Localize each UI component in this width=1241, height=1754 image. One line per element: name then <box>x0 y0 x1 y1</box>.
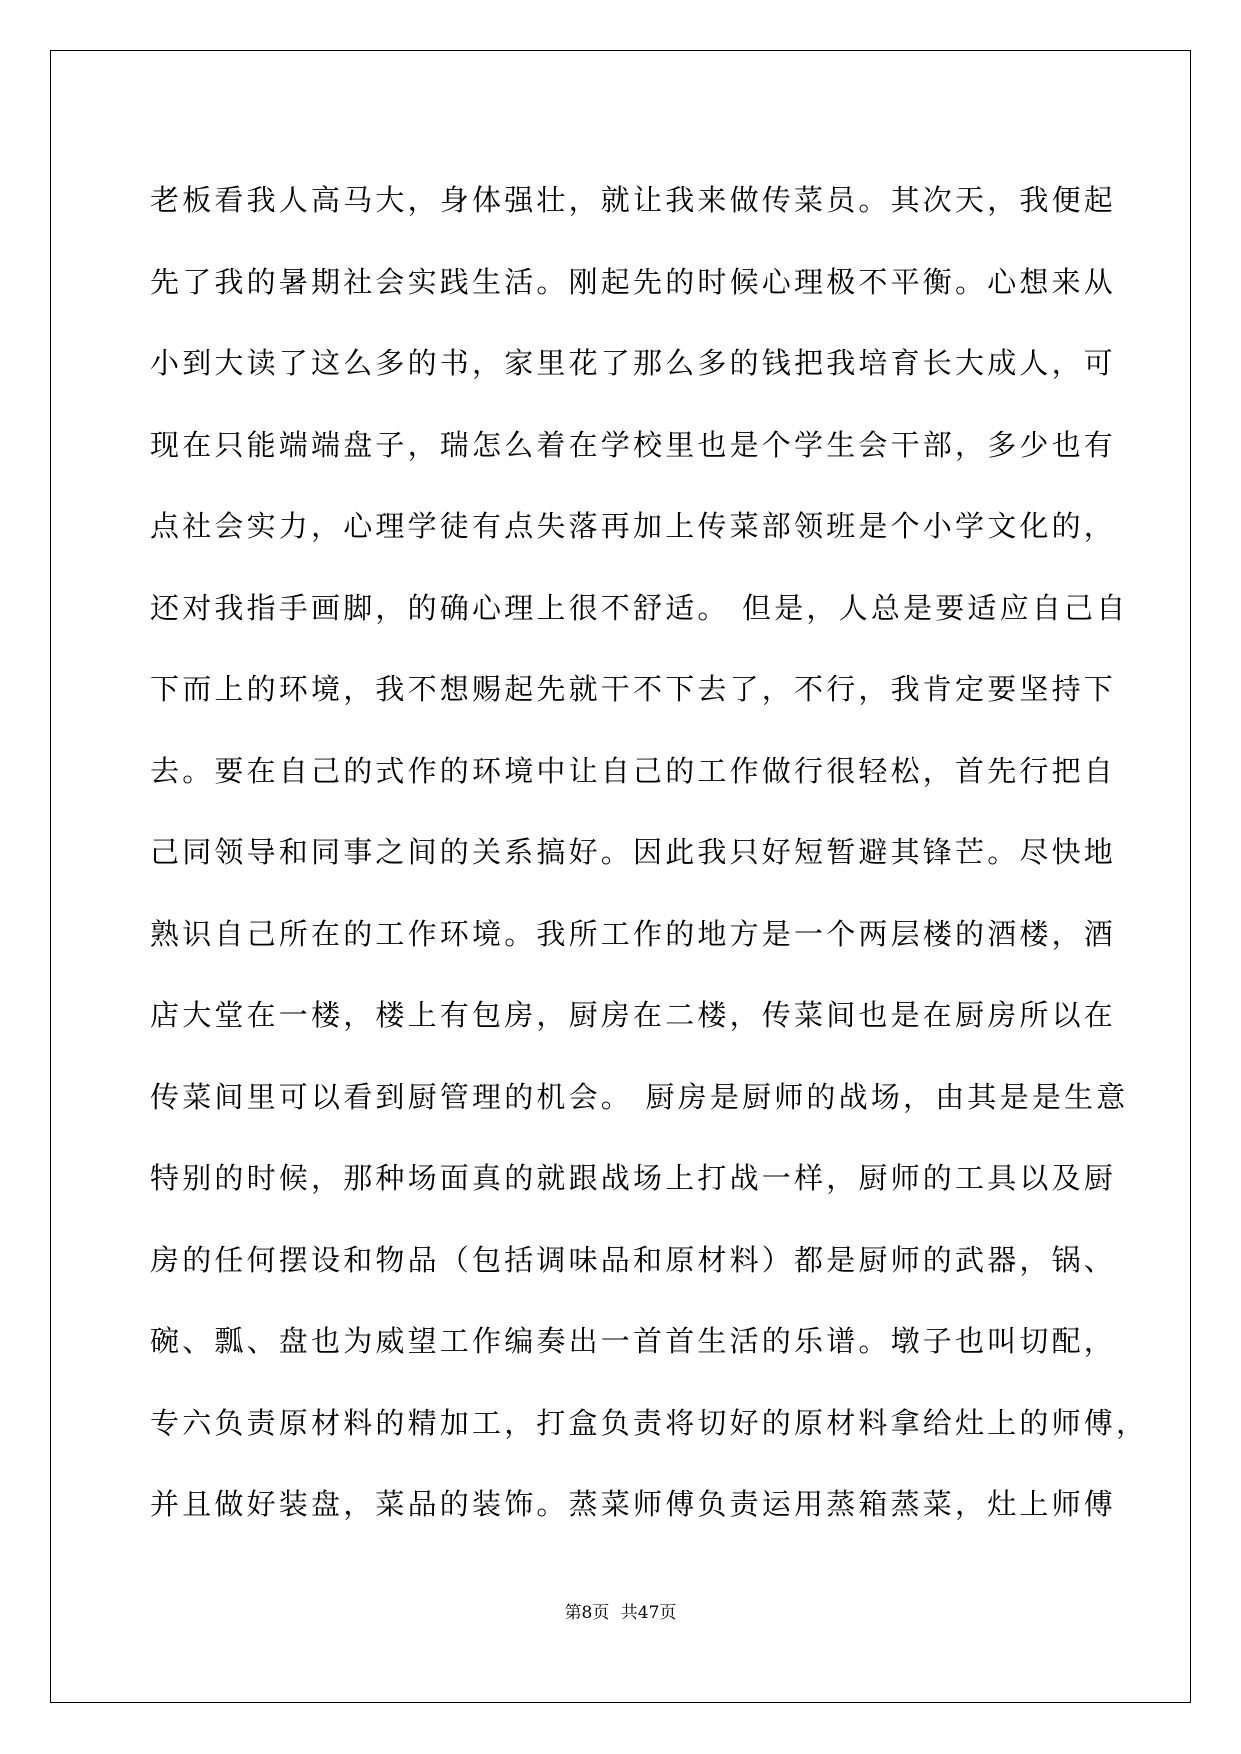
page-footer <box>0 1598 1241 1623</box>
text-line-9: 己同领导和同事之间的关系搞好。因此我只好短暂避其锋芒。尽快地 <box>150 835 1117 869</box>
total-pages: 共47页 <box>620 1603 677 1623</box>
text-line-4: 现在只能端端盘子，瑞怎么着在学校里也是个学生会干部，多少也有 <box>150 427 1117 462</box>
page-number: 第8页 <box>564 1603 610 1623</box>
text-line-7: 下而上的环境，我不想赐起先就干不下去了，不行，我肯定要坚持下 <box>150 672 1117 706</box>
text-line-1: 老板看我人高马大，身体强壮，就让我来做传菜员。其次天，我便起 <box>150 183 1117 217</box>
text-line-17: 并且做好装盘，菜品的装饰。蒸菜师傅负责运用蒸箱蒸菜，灶上师傅 <box>150 1487 1117 1521</box>
text-line-3: 小到大读了这么多的书，家里花了那么多的钱把我培育长大成人，可 <box>150 346 1117 380</box>
body-text <box>150 160 1149 1546</box>
text-line-8: 去。要在自己的式作的环境中让自己的工作做行很轻松，首先行把自 <box>150 753 1117 788</box>
text-line-6: 还对我指手画脚，的确心理上很不舒适。 但是，人总是要适应自己自 <box>150 590 1129 625</box>
text-line-16: 专六负责原材料的精加工，打盒负责将切好的原材料拿给灶上的师傅， <box>150 1405 1149 1440</box>
text-line-11: 店大堂在一楼，楼上有包房，厨房在二楼，传菜间也是在厨房所以在 <box>150 998 1117 1032</box>
text-line-10: 熟识自己所在的工作环境。我所工作的地方是一个两层楼的酒楼，酒 <box>150 916 1117 951</box>
text-line-13: 特别的时候，那种场面真的就跟战场上打战一样，厨师的工具以及厨 <box>150 1161 1117 1195</box>
text-line-12: 传菜间里可以看到厨管理的机会。 厨房是厨师的战场，由其是是生意 <box>150 1079 1129 1114</box>
text-line-2: 先了我的暑期社会实践生活。刚起先的时候心理极不平衡。心想来从 <box>150 264 1117 299</box>
text-line-15: 碗、瓢、盘也为威望工作编奏出一首首生活的乐谱。墩子也叫切配， <box>150 1324 1117 1358</box>
text-line-14: 房的任何摆设和物品（包括调味品和原材料）都是厨师的武器，锅、 <box>150 1242 1117 1277</box>
text-line-5: 点社会实力，心理学徒有点失落再加上传菜部领班是个小学文化的， <box>150 509 1117 543</box>
